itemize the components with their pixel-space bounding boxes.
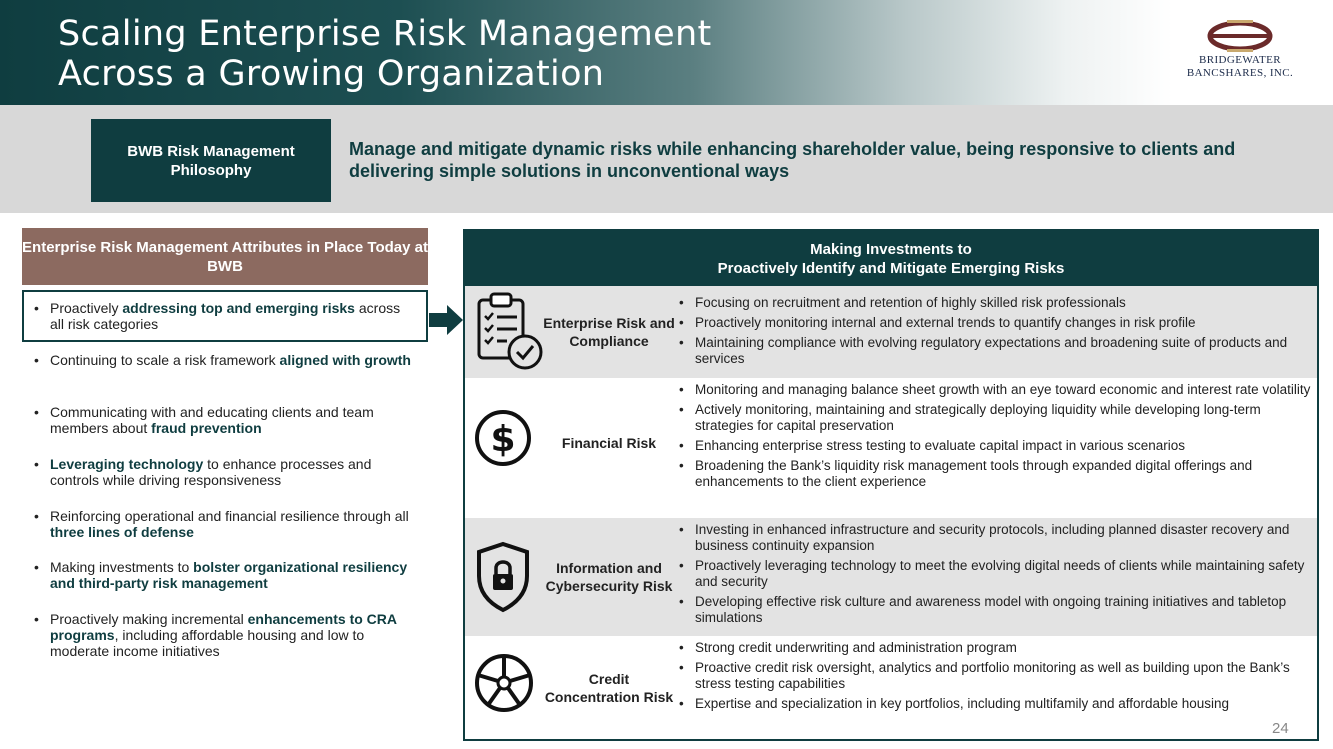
risk-bullets [677,295,1313,371]
philosophy-band [0,105,1333,213]
bullet-item: • Broadening the Bank’s liquidity risk management tools through expanded digital offerings and enhancements to the client experience [677,458,1313,490]
logo-mark-icon [1205,18,1275,54]
page-number: 24 [1272,720,1289,737]
risk-label: Financial Risk [561,435,657,451]
clipboard-check-icon [473,290,551,370]
attribute-item: • Reinforcing operational and financial resilience through all three lines of defense [34,508,409,540]
bullet-item: • Proactive credit risk oversight, analytics and portfolio monitoring as well as building upon the Bank’s stress testing capabilities [677,660,1313,692]
risk-bullets [677,382,1313,494]
bullet-item: • Monitoring and managing balance sheet growth with an eye toward economic and interest rate volatility [677,382,1313,398]
svg-text:$: $ [490,419,516,460]
bullet-item: • Actively monitoring, maintaining and strategically deploying liquidity while developing long-term strategies for capital preservation [677,402,1313,434]
bullet-item: • Strong credit underwriting and administration program [677,640,1313,656]
investments-heading-line-1: Making Investments to [810,240,972,258]
risk-bullets [677,640,1313,716]
title-banner [0,0,1333,105]
logo-text-line-2: BANCSHARES, INC. [1186,67,1294,79]
attributes-heading: Enterprise Risk Management Attributes in Place Today at BWB [22,228,428,285]
philosophy-label: BWB Risk Management Philosophy [91,119,331,202]
bullet-item: • Developing effective risk culture and awareness model with ongoing training initiatives and tabletop simulations [677,594,1313,626]
bullet-item: • Proactively leveraging technology to meet the evolving digital needs of clients while maintaining safety and security [677,558,1313,590]
investments-panel [463,229,1319,741]
title-line-1: Scaling Enterprise Risk Management [58,14,712,54]
arrow-right-icon [429,305,463,335]
attribute-item: • Leveraging technology to enhance processes and controls while driving responsiveness [34,456,372,488]
philosophy-statement: Manage and mitigate dynamic risks while enhancing shareholder value, being responsive to clients and delivering simple solutions in unconventional ways [349,139,1236,181]
risk-row-cybersecurity [465,518,1317,636]
risk-label: Information and Cybersecurity Risk [545,560,673,594]
shield-lock-icon [473,540,533,614]
logo-text-line-1: BRIDGEWATER [1198,54,1281,66]
title-line-2: Across a Growing Organization [58,54,605,94]
bullet-item: • Expertise and specialization in key portfolios, including multifamily and affordable housing [677,696,1313,712]
bullet-item: • Investing in enhanced infrastructure and security protocols, including planned disaster recovery and business continuity expansion [677,522,1313,554]
bullet-item: • Maintaining compliance with evolving regulatory expectations and broadening suite of products and services [677,335,1313,367]
attribute-item: • Proactively addressing top and emerging risks across all risk categories [34,300,401,332]
page-title [58,14,878,94]
attribute-item: • Communicating with and educating clients and team members about fraud prevention [34,404,374,436]
attribute-item: • Continuing to scale a risk framework aligned with growth [34,352,411,368]
pie-segments-icon [473,652,535,714]
risk-label: Enterprise Risk and Compliance [543,315,675,349]
risk-row-enterprise [465,286,1317,378]
risk-row-credit [465,636,1317,739]
risk-bullets [677,522,1313,630]
investments-heading-line-2: Proactively Identify and Mitigate Emerging Risks [717,259,1065,277]
bullet-item: • Proactively monitoring internal and external trends to quantify changes in risk profile [677,315,1313,331]
bullet-item: • Focusing on recruitment and retention of highly skilled risk professionals [677,295,1313,311]
dollar-circle-icon [473,408,533,468]
risk-row-financial [465,378,1317,518]
bullet-item: • Enhancing enterprise stress testing to evaluate capital impact in various scenarios [677,438,1313,454]
attribute-item: • Proactively making incremental enhancements to CRA programs, including affordable housing and low to moderate income initiatives [34,611,397,659]
investments-heading [465,231,1317,286]
attribute-item: • Making investments to bolster organizational resiliency and third-party risk management [34,559,408,591]
risk-label: Credit Concentration Risk [544,670,674,705]
company-logo [1175,18,1305,80]
